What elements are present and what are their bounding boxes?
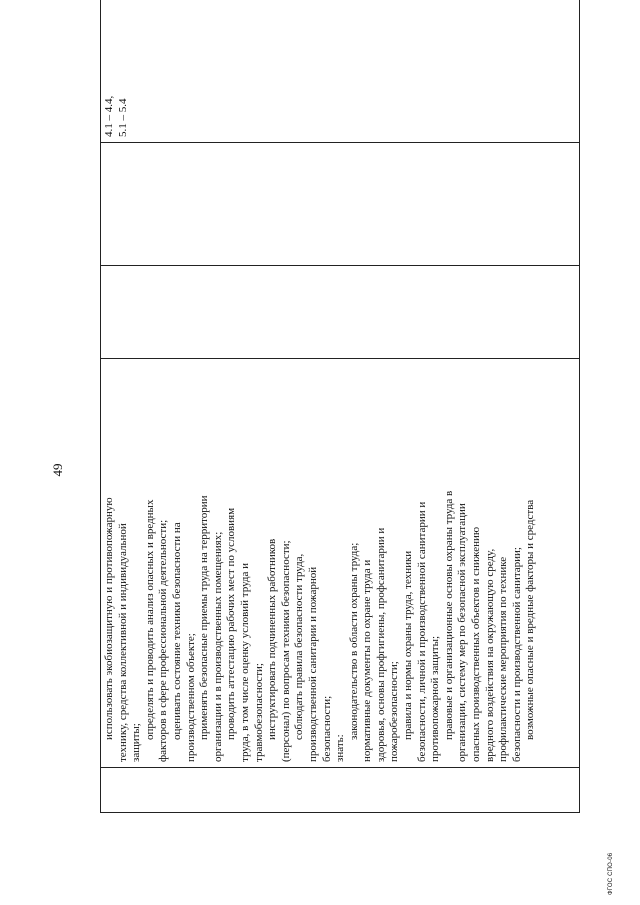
text-line: правила и нормы охраны труда, техники bbox=[402, 550, 415, 740]
rotated-table-container bbox=[100, 33, 580, 813]
text-line: соблюдать правила безопасности труда, bbox=[293, 553, 306, 740]
competency-table bbox=[100, 0, 580, 813]
text-line: производственном объекте; bbox=[184, 633, 197, 762]
empty-cell bbox=[101, 143, 580, 266]
text-line: безопасности; bbox=[320, 695, 333, 762]
competency-cell bbox=[101, 359, 580, 768]
reference-line: 4.1 – 4.4, bbox=[103, 95, 115, 137]
text-line: применять безопасные приемы труда на территории bbox=[198, 495, 211, 740]
page-number: 49 bbox=[50, 463, 65, 477]
text-line: труда, в том числе оценку условий труда и bbox=[238, 562, 251, 762]
text-line: знать: bbox=[334, 734, 347, 762]
competency-text bbox=[103, 364, 538, 762]
text-line: оценивать состояние техники безопасности на bbox=[170, 522, 183, 740]
text-line: здоровья, основы профгигиены, профсанитарии и bbox=[374, 527, 387, 762]
table-row bbox=[101, 0, 580, 813]
text-line: организации, систему мер по безопасной эксплуатации bbox=[456, 503, 469, 762]
text-line: технику, средства коллективной и индивидуальной bbox=[116, 523, 129, 762]
text-line: правовые и организационные основы охраны труда в bbox=[442, 490, 455, 740]
text-line: травмобезопасности; bbox=[252, 663, 265, 762]
text-line: нормативные документы по охране труда и bbox=[361, 559, 374, 762]
text-line: возможные опасные и вредные факторы и средства bbox=[524, 499, 537, 740]
footer-code: ФГОС СПО-06 bbox=[608, 852, 614, 895]
text-line: проводить аттестацию рабочих мест по условиям bbox=[225, 507, 238, 740]
text-line: производственной санитарии и пожарной bbox=[306, 566, 319, 762]
text-line: пожаробезопасности; bbox=[388, 661, 401, 762]
text-line: факторов в сфере профессиональной деятельности; bbox=[157, 519, 170, 762]
text-line: определять и проводить анализ опасных и вредных bbox=[143, 499, 156, 740]
reference-cell bbox=[101, 0, 580, 143]
text-line: опасных производственных объектов и снижению bbox=[470, 526, 483, 762]
reference-text bbox=[103, 0, 130, 137]
text-line: безопасности и производственной санитарии; bbox=[510, 547, 523, 762]
text-line: вредного воздействия на окружающую среду, bbox=[483, 548, 496, 762]
text-line: безопасности, личной и производственной санитарии и bbox=[415, 501, 428, 762]
text-line: использовать экобиозащитную и противопожарную bbox=[103, 497, 115, 740]
text-line: законодательство в области охраны труда; bbox=[347, 542, 360, 740]
reference-line: 5.1 – 5.4 bbox=[116, 98, 129, 137]
text-line: организации и в производственных помещениях; bbox=[211, 531, 224, 762]
empty-cell bbox=[101, 768, 580, 813]
text-line: инструктировать подчиненных работников bbox=[266, 538, 279, 740]
empty-cell bbox=[101, 266, 580, 359]
text-line: (персонал) по вопросам техники безопасности; bbox=[279, 540, 292, 762]
text-line: противопожарной защиты; bbox=[429, 635, 442, 762]
text-line: защиты; bbox=[130, 723, 143, 762]
text-line: профилактические мероприятия по технике bbox=[497, 556, 510, 762]
